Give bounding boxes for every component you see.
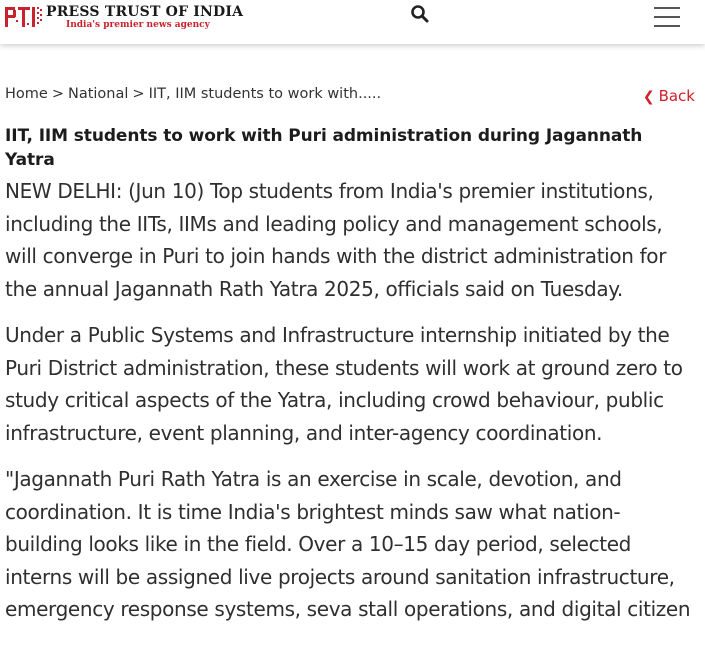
pti-logo-mark (4, 4, 44, 30)
breadcrumb (5, 86, 381, 102)
logo-text (46, 5, 243, 31)
search-icon[interactable] (410, 4, 432, 26)
breadcrumb-home[interactable]: Home (5, 86, 48, 102)
breadcrumb-national[interactable]: National (67, 86, 129, 102)
breadcrumb-row (5, 86, 695, 108)
breadcrumb-separator: > (51, 86, 64, 102)
logo-name: PRESS TRUST OF INDIA (46, 4, 244, 20)
menu-bar (654, 7, 680, 9)
breadcrumb-current: IIT, IIM students to work with..... (148, 86, 382, 102)
hamburger-menu-icon[interactable] (654, 7, 680, 29)
article-paragraph: Under a Public Systems and Infrastructure internship initiated by the Puri District administration, these students will work at ground zero to study critical aspects of the Yatra, including crowd behaviour, public infrastructure, event planning, and inter-agency coordination. (5, 323, 683, 445)
article-headline: IIT, IIM students to work with Puri administration during Jagannath Yatra (5, 126, 643, 170)
back-label: Back (658, 87, 695, 105)
article (5, 124, 695, 640)
pti-logo[interactable] (4, 4, 243, 31)
back-button[interactable] (643, 87, 695, 105)
logo-tagline: India's premier news agency (66, 20, 210, 30)
breadcrumb-separator: > (132, 86, 145, 102)
menu-bar (654, 16, 680, 18)
article-paragraph: "Jagannath Puri Rath Yatra is an exercise in scale, devotion, and coordination. It is time India's brightest minds saw what nation-building looks like in the field. Over a 10–15 day period, selected interns will be assigned live projects around sanitation infrastructure, emergency response systems, seva stall operations, and digital citizen (5, 467, 691, 621)
menu-bar (654, 25, 680, 27)
site-header (0, 0, 705, 44)
chevron-left-icon: ❮ (642, 89, 655, 105)
article-paragraph: NEW DELHI: (Jun 10) Top students from India's premier institutions, including the IITs, IIMs and leading policy and management schools, will converge in Puri to join hands with the district administration for the annual Jagannath Rath Yatra 2025, officials said on Tuesday. (5, 179, 667, 301)
